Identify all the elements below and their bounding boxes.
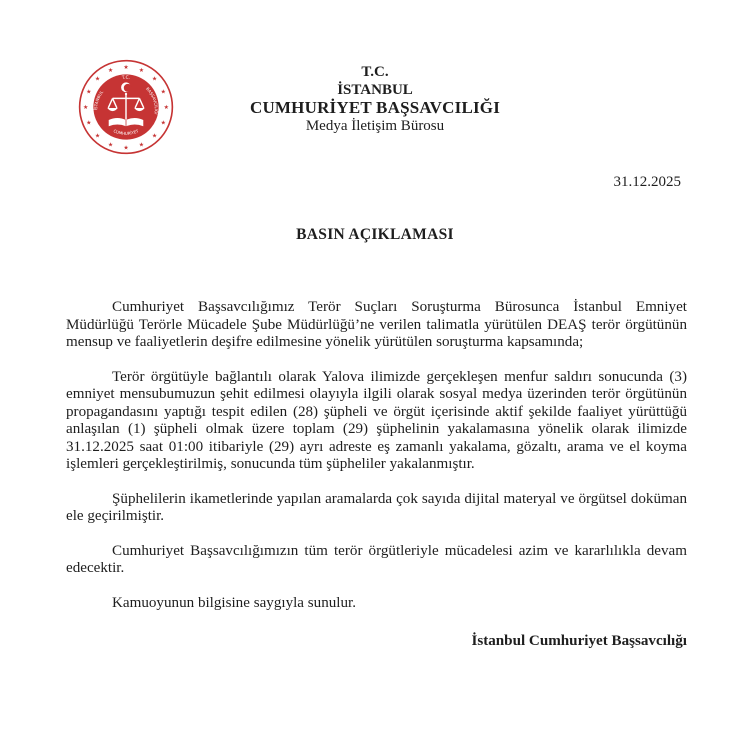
svg-text:★: ★	[107, 141, 114, 149]
svg-text:★: ★	[123, 63, 129, 71]
letterhead-tc: T.C.	[361, 64, 389, 80]
svg-text:★: ★	[94, 132, 101, 140]
letterhead	[0, 64, 750, 135]
paragraph-1: Cumhuriyet Başsavcılığımız Terör Suçları Soruşturma Bürosunca İstanbul Emniyet Müdürlüğü Terörle Mücadele Şube Müdürlüğü’ne verilen talimatla yürütülen DEAŞ terör örgütünün mensup ve faaliyetlerin deşifre edilmesine yönelik yürütülen soruşturma kapsamında;	[66, 299, 687, 350]
letterhead-office: CUMHURİYET BAŞSAVCILIĞI	[249, 98, 501, 117]
svg-text:★: ★	[94, 75, 101, 83]
paragraph-3: Şüphelilerin ikametlerinde yapılan aramalarda çok sayıda dijital materyal ve örgütsel doküman ele geçirilmiştir.	[66, 490, 687, 524]
svg-text:★: ★	[86, 119, 92, 127]
svg-text:★: ★	[163, 104, 169, 112]
signature-block: İstanbul Cumhuriyet Başsavcılığı	[471, 633, 687, 649]
seal-text-top: T.C.	[121, 75, 131, 81]
document-body	[66, 299, 687, 651]
document-date: 31.12.2025	[613, 174, 681, 190]
paragraph-4: Cumhuriyet Başsavcılığımızın tüm terör örgütleriyle mücadelesi azim ve kararlılıkla devam edecektir.	[66, 542, 687, 576]
paragraph-5: Kamuoyunun bilgisine saygıyla sunulur.	[112, 594, 356, 611]
svg-text:★: ★	[123, 144, 129, 152]
svg-text:★: ★	[107, 66, 114, 74]
letterhead-city: İSTANBUL	[337, 81, 413, 98]
svg-text:★: ★	[83, 104, 89, 112]
svg-text:★: ★	[151, 75, 158, 83]
svg-text:★: ★	[151, 132, 158, 140]
seal-text-left: İSTANBUL	[93, 89, 105, 111]
paragraph-2: Terör örgütüyle bağlantılı olarak Yalova ilimizde gerçekleşen menfur saldırı sonucunda (3) emniyet mensubumuzun şehit edilmesi olayıyla ilgili olarak sosyal medya üzerinden terör örgütünün propagandasını yaptığı tespit edilen (28) şüpheli ve örgüt içerisinde aktif şekilde faaliyet yürüttüğü anlaşılan (1) şüpheli olmak üzere toplam (29) şüphelinin yakalamasına yönelik olarak ilimizde 31.12.2025 saat 01:00 itibariyle (29) ayrı adreste eş zamanlı yakalama, gözaltı, arama ve el koyma işlemleri gerçekleştirilmiş, sonucunda tüm şüpheliler yakalanmıştır.	[66, 368, 687, 472]
seal-text-bottom: CUMHURİYET	[112, 128, 140, 136]
svg-text:★: ★	[138, 66, 145, 74]
svg-text:★: ★	[160, 88, 166, 96]
svg-text:★: ★	[86, 88, 92, 96]
svg-text:★: ★	[138, 141, 145, 149]
seal-text-right: BAŞSAVCILIĞI	[145, 86, 159, 115]
letterhead-bureau: Medya İletişim Bürosu	[305, 118, 445, 134]
svg-text:★: ★	[160, 119, 166, 127]
document-title: BASIN AÇIKLAMASI	[296, 226, 454, 243]
